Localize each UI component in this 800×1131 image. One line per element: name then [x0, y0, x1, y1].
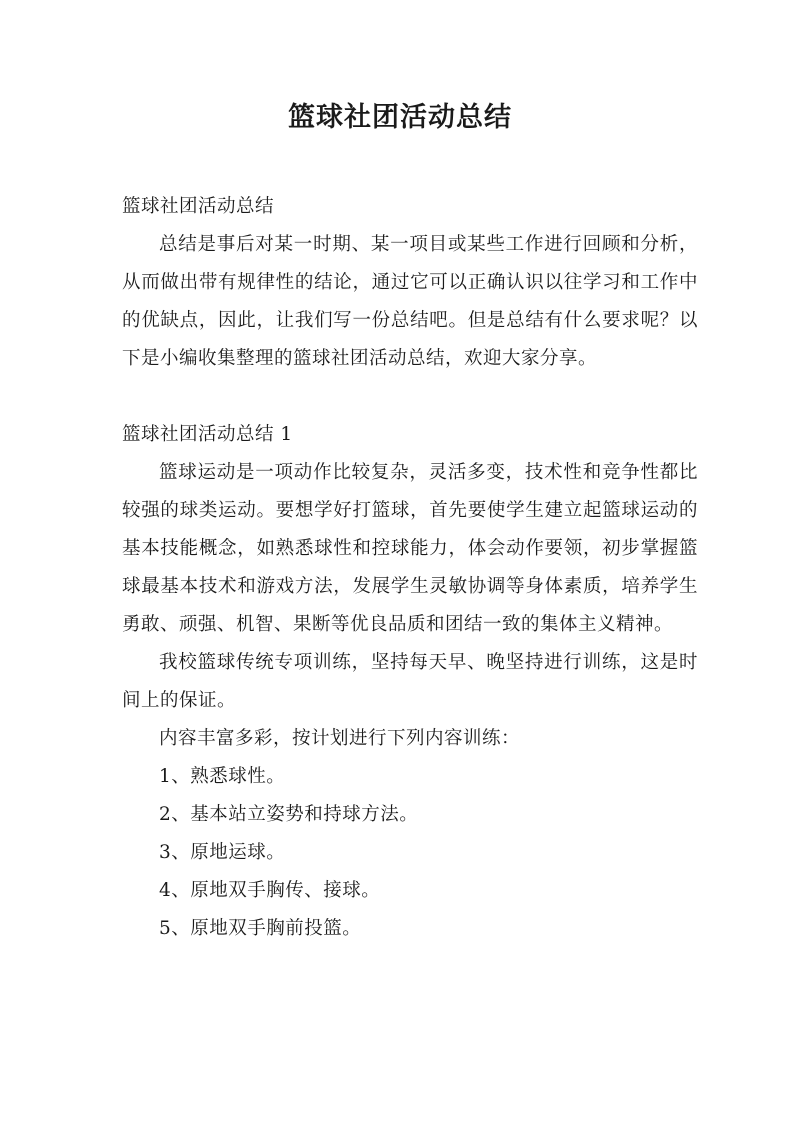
section1-paragraph-3: 内容丰富多彩，按计划进行下列内容训练：: [159, 728, 521, 749]
section-spacer: [122, 378, 698, 416]
section1-heading: 篮球社团活动总结 1: [122, 424, 293, 445]
list-item: 5、原地双手胸前投篮。: [159, 918, 362, 939]
document-title: 篮球社团活动总结: [288, 102, 512, 133]
list-item: 4、原地双手胸传、接球。: [159, 880, 381, 901]
section1-paragraph-2: 我校篮球传统专项训练，坚持每天早、晚坚持进行训练，这是时间上的保证。: [122, 652, 698, 711]
section1-paragraph-1: 篮球运动是一项动作比较复杂，灵活多变，技术性和竞争性都比较强的球类运动。要想学好打篮球，首先要使学生建立起篮球运动的基本技能概念，如熟悉球性和控球能力，体会动作要领，初步掌握篮球最基本技术和游戏方法，发展学生灵敏协调等身体素质，培养学生勇敢、顽强、机智、果断等优良品质和团结一致的集体主义精神。: [122, 462, 698, 635]
document-body: [122, 188, 698, 948]
list-item: 3、原地运球。: [159, 842, 286, 863]
list-item: 1、熟悉球性。: [159, 766, 286, 787]
intro-heading: 篮球社团活动总结: [122, 196, 275, 217]
list-item: 2、基本站立姿势和持球方法。: [159, 804, 419, 825]
intro-paragraph: 总结是事后对某一时期、某一项目或某些工作进行回顾和分析，从而做出带有规律性的结论，通过它可以正确认识以往学习和工作中的优缺点，因此，让我们写一份总结吧。但是总结有什么要求呢？以下是小编收集整理的篮球社团活动总结，欢迎大家分享。: [122, 234, 698, 369]
